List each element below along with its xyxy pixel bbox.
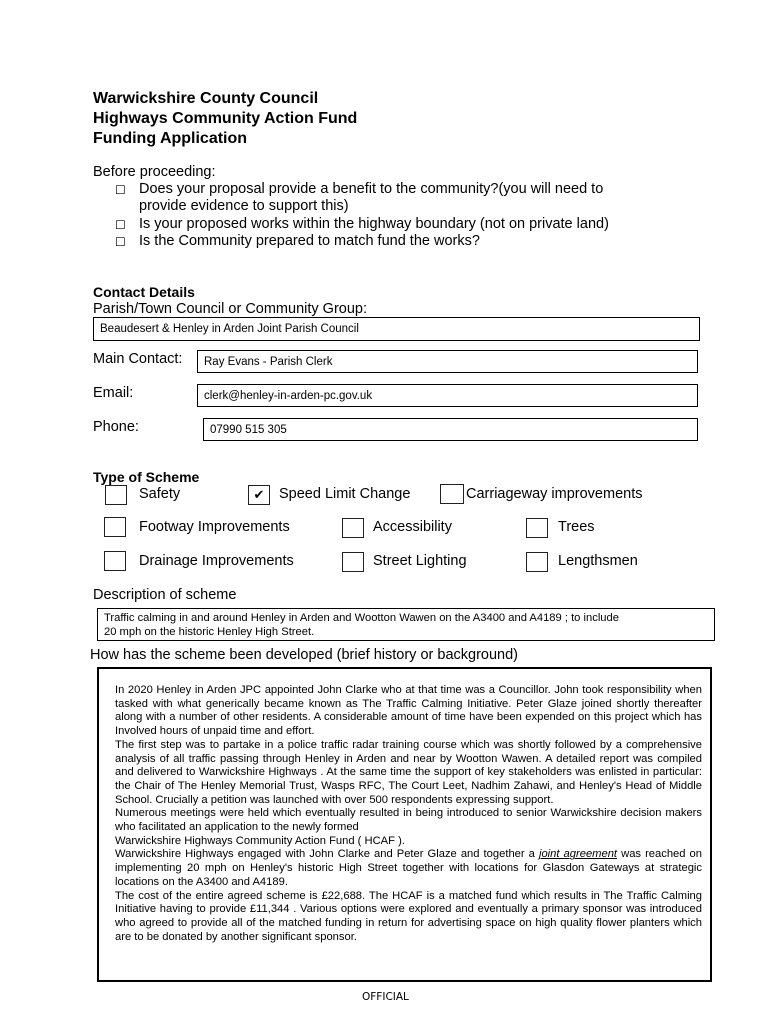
checkbox-accessibility[interactable] — [342, 518, 364, 538]
history-label: How has the scheme been developed (brief history or background) — [90, 647, 518, 663]
option-trees-label: Trees — [558, 519, 595, 535]
checkbox-street-lighting[interactable] — [342, 552, 364, 572]
check-icon: ✔ — [253, 487, 265, 502]
description-label: Description of scheme — [93, 587, 237, 603]
option-carriageway-improvements-label: Carriageway improvements — [466, 486, 643, 502]
option-footway-improvements-label: Footway Improvements — [139, 519, 290, 535]
question-highway-boundary: Is your proposed works within the highway boundary (not on private land) — [139, 216, 609, 232]
history-paragraph-4-start: Warwickshire Highways engaged with John Clarke and Peter Glaze and together a — [115, 848, 539, 861]
history-paragraph-4 — [115, 848, 702, 889]
question-match-fund: Is the Community prepared to match fund the works? — [139, 233, 480, 249]
option-speed-limit-change-label: Speed Limit Change — [279, 486, 411, 502]
phone-field[interactable]: 07990 515 305 — [203, 418, 698, 441]
history-paragraph-3-cont: Warwickshire Highways Community Action Fund ( HCAF ). — [115, 834, 405, 847]
option-street-lighting-label: Street Lighting — [373, 553, 467, 569]
group-label: Parish/Town Council or Community Group: — [93, 301, 367, 317]
option-drainage-improvements-label: Drainage Improvements — [139, 553, 294, 569]
email-field[interactable]: clerk@henley-in-arden-pc.gov.uk — [197, 384, 698, 407]
checkbox-speed-limit-change[interactable] — [248, 485, 270, 505]
main-contact-label: Main Contact: — [93, 351, 183, 367]
question-community-benefit-cont: provide evidence to support this) — [139, 198, 349, 214]
phone-label: Phone: — [93, 419, 139, 435]
option-accessibility-label: Accessibility — [373, 519, 452, 535]
council-title: Warwickshire County Council — [93, 90, 319, 107]
checkbox-community-benefit[interactable]: ☐ — [115, 183, 126, 197]
classification-footer: OFFICIAL — [362, 991, 409, 1003]
description-line-1: Traffic calming in and around Henley in Arden and Wootton Wawen on the A3400 and A4189 ; to include — [104, 612, 619, 624]
before-proceeding-heading: Before proceeding: — [93, 164, 216, 180]
history-paragraph-1: In 2020 Henley in Arden JPC appointed John Clarke who at that time was a Councillor. John took responsibility when tasked with what generically became known as The Traffic Calming Initiative. Peter Glaze joined shortly thereafter along with a number of other residents. A considerable amount of time have been expended on this project which has Involved hours of unpaid time and effort. — [115, 684, 702, 738]
checkbox-carriageway-improvements[interactable] — [440, 484, 464, 504]
checkbox-footway-improvements[interactable] — [104, 517, 126, 537]
history-paragraph-2: The first step was to partake in a police traffic radar training course which was shortly followed by a comprehensive analysis of all traffic passing through Henley in Arden and near by Wootton Wawen. A detailed report was compiled and delivered to Warwickshire Highways . At the same time the support of key stakeholders was enlisted in particular: the Chair of The Henley Memorial Trust, Wasps RFC, The Court Leet, Nadhim Zahawi, and Henley's Head of Middle School. Crucially a petition was launched with over 500 respondents expressing support. — [115, 738, 702, 806]
checkbox-drainage-improvements[interactable] — [104, 551, 126, 571]
option-lengthsmen-label: Lengthsmen — [558, 553, 638, 569]
email-label: Email: — [93, 385, 134, 401]
checkbox-safety[interactable] — [105, 485, 127, 505]
history-paragraph-5: The cost of the entire agreed scheme is £22,688. The HCAF is a matched fund which results in The Traffic Calming Initiative having to provide £11,344 . Various options were explored and eventually a primary sponsor was introduced who agreed to provide all of the matched funding in return for advertising space on high quality flower planters which are to be donated by another significant sponsor. — [115, 889, 702, 943]
question-community-benefit: Does your proposal provide a benefit to the community?(you will need to — [139, 181, 604, 197]
main-contact-field[interactable]: Ray Evans - Parish Clerk — [197, 350, 698, 373]
joint-agreement-link[interactable]: joint agreement — [538, 848, 618, 861]
checkbox-trees[interactable] — [526, 518, 548, 538]
history-box[interactable] — [97, 667, 712, 982]
option-safety-label: Safety — [139, 486, 181, 502]
form-title: Funding Application — [93, 130, 248, 147]
checkbox-highway-boundary[interactable]: ☐ — [115, 218, 126, 232]
description-field[interactable] — [97, 608, 715, 641]
contact-details-heading: Contact Details — [93, 284, 195, 300]
type-of-scheme-heading: Type of Scheme — [93, 469, 200, 485]
fund-title: Highways Community Action Fund — [93, 110, 358, 127]
group-field[interactable]: Beaudesert & Henley in Arden Joint Parish Council — [93, 317, 700, 341]
history-paragraph-4-end: was reached on implementing 20 mph on Henley's historic High Street together with locations for Glasdon Gateways at strategic locations on the A3400 and A4189. — [115, 848, 703, 888]
history-paragraph-3: Numerous meetings were held which eventually resulted in being introduced to senior Warwickshire decision makers who facilitated an application to the newly formed — [115, 807, 702, 834]
description-line-2: 20 mph on the historic Henley High Street. — [104, 625, 315, 638]
checkbox-match-fund[interactable]: ☐ — [115, 235, 126, 249]
checkbox-lengthsmen[interactable] — [526, 552, 548, 572]
